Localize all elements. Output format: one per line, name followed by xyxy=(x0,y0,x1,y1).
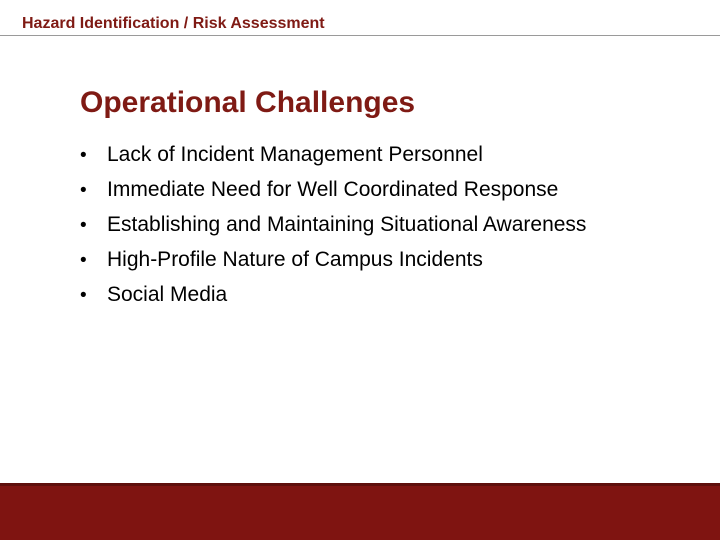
footer-bar xyxy=(0,486,720,540)
slide-title: Operational Challenges xyxy=(80,86,416,119)
bullet-item xyxy=(80,178,586,213)
header-divider xyxy=(0,35,720,36)
bullet-text: High-Profile Nature of Campus Incidents xyxy=(107,248,483,271)
bullet-item xyxy=(80,213,586,248)
bullet-text: Lack of Incident Management Personnel xyxy=(107,143,483,166)
bullet-text: Establishing and Maintaining Situational Awareness xyxy=(107,213,587,236)
bullet-dot-icon: • xyxy=(80,215,87,236)
bullet-dot-icon: • xyxy=(80,250,87,271)
bullet-text: Immediate Need for Well Coordinated Response xyxy=(107,178,559,201)
bullet-dot-icon: • xyxy=(80,145,87,166)
bullet-text: Social Media xyxy=(107,283,228,306)
bullet-item xyxy=(80,283,586,318)
bullet-item xyxy=(80,143,586,178)
bullet-list xyxy=(80,143,586,318)
bullet-dot-icon: • xyxy=(80,285,87,306)
bullet-item xyxy=(80,248,586,283)
bullet-dot-icon: • xyxy=(80,180,87,201)
header-title: Hazard Identification / Risk Assessment xyxy=(22,15,325,32)
